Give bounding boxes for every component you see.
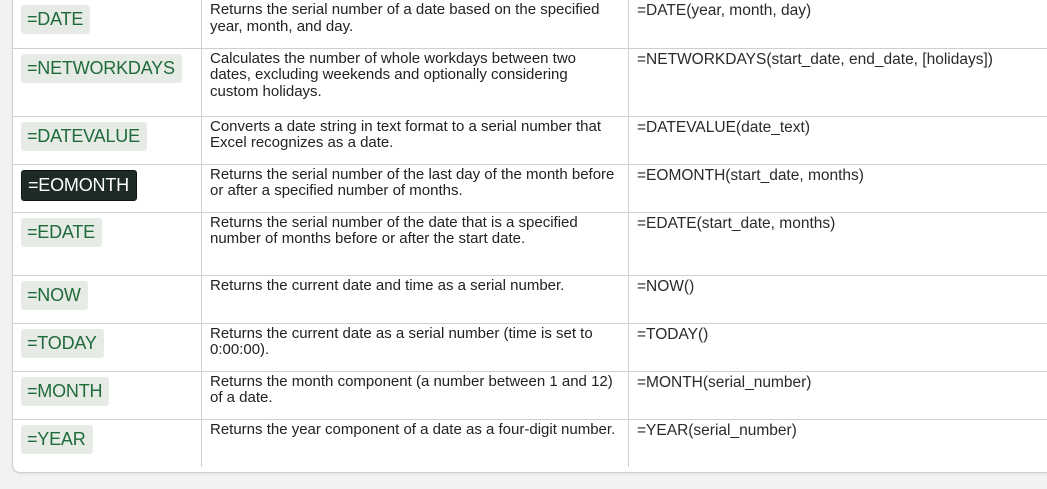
function-syntax: =EDATE(start_date, months) [637, 214, 836, 232]
function-name-cell [13, 164, 202, 212]
function-description: Calculates the number of whole workdays between two dates, excluding weekends and optionally considering custom holidays. [210, 49, 577, 100]
table-row [13, 48, 1047, 116]
function-description: Returns the year component of a date as a four-digit number. [210, 420, 616, 438]
syntax-cell [629, 48, 1047, 116]
function-name-cell [13, 371, 202, 419]
syntax-cell [629, 419, 1047, 467]
function-name-badge: =YEAR [21, 425, 93, 454]
function-name-badge: =TODAY [21, 329, 104, 358]
function-syntax: =DATE(year, month, day) [637, 2, 812, 19]
function-syntax: =EOMONTH(start_date, months) [637, 166, 864, 184]
description-cell [202, 323, 629, 371]
function-description: Returns the serial number of the last day of the month before or after a specified number of months. [210, 165, 615, 199]
function-name-cell [13, 212, 202, 275]
table-row [13, 275, 1047, 323]
function-name-badge: =EDATE [21, 218, 102, 247]
table-row [13, 0, 1047, 48]
table-row [13, 164, 1047, 212]
syntax-cell [629, 275, 1047, 323]
description-cell [202, 212, 629, 275]
syntax-cell [629, 323, 1047, 371]
syntax-cell [629, 116, 1047, 164]
description-cell [202, 275, 629, 323]
description-cell [202, 48, 629, 116]
function-name-badge: =NETWORKDAYS [21, 54, 182, 83]
function-description: Returns the month component (a number between 1 and 12) of a date. [210, 372, 613, 406]
function-name-badge: =EOMONTH [21, 170, 137, 201]
syntax-cell [629, 371, 1047, 419]
functions-table [13, 0, 1047, 467]
function-syntax: =DATEVALUE(date_text) [637, 118, 811, 136]
description-cell [202, 164, 629, 212]
description-cell [202, 371, 629, 419]
table-row [13, 323, 1047, 371]
function-description: Returns the current date and time as a serial number. [210, 276, 565, 294]
table-row [13, 116, 1047, 164]
function-description: Converts a date string in text format to a serial number that Excel recognizes as a date. [210, 117, 602, 151]
function-name-cell [13, 116, 202, 164]
table-row [13, 371, 1047, 419]
function-name-cell [13, 275, 202, 323]
function-name-cell [13, 48, 202, 116]
function-description: Returns the serial number of the date that is a specified number of months before or after the start date. [210, 213, 578, 247]
syntax-cell [629, 0, 1047, 48]
function-syntax: =NOW() [637, 277, 695, 295]
function-name-cell [13, 0, 202, 48]
table-row [13, 212, 1047, 275]
function-syntax: =MONTH(serial_number) [637, 373, 812, 391]
syntax-cell [629, 164, 1047, 212]
function-syntax: =TODAY() [637, 325, 709, 343]
description-cell [202, 0, 629, 48]
function-name-badge: =DATEVALUE [21, 122, 147, 151]
function-name-badge: =DATE [21, 5, 90, 34]
function-name-cell [13, 419, 202, 467]
description-cell [202, 116, 629, 164]
functions-table-card [12, 0, 1047, 473]
function-name-cell [13, 323, 202, 371]
function-description: Returns the current date as a serial number (time is set to 0:00:00). [210, 324, 593, 358]
table-row [13, 419, 1047, 467]
function-syntax: =YEAR(serial_number) [637, 421, 797, 439]
function-syntax: =NETWORKDAYS(start_date, end_date, [holidays]) [637, 50, 993, 68]
function-description: Returns the serial number of a date based on the specified year, month, and day. [210, 1, 600, 35]
description-cell [202, 419, 629, 467]
function-name-badge: =MONTH [21, 377, 109, 406]
syntax-cell [629, 212, 1047, 275]
function-name-badge: =NOW [21, 281, 88, 310]
